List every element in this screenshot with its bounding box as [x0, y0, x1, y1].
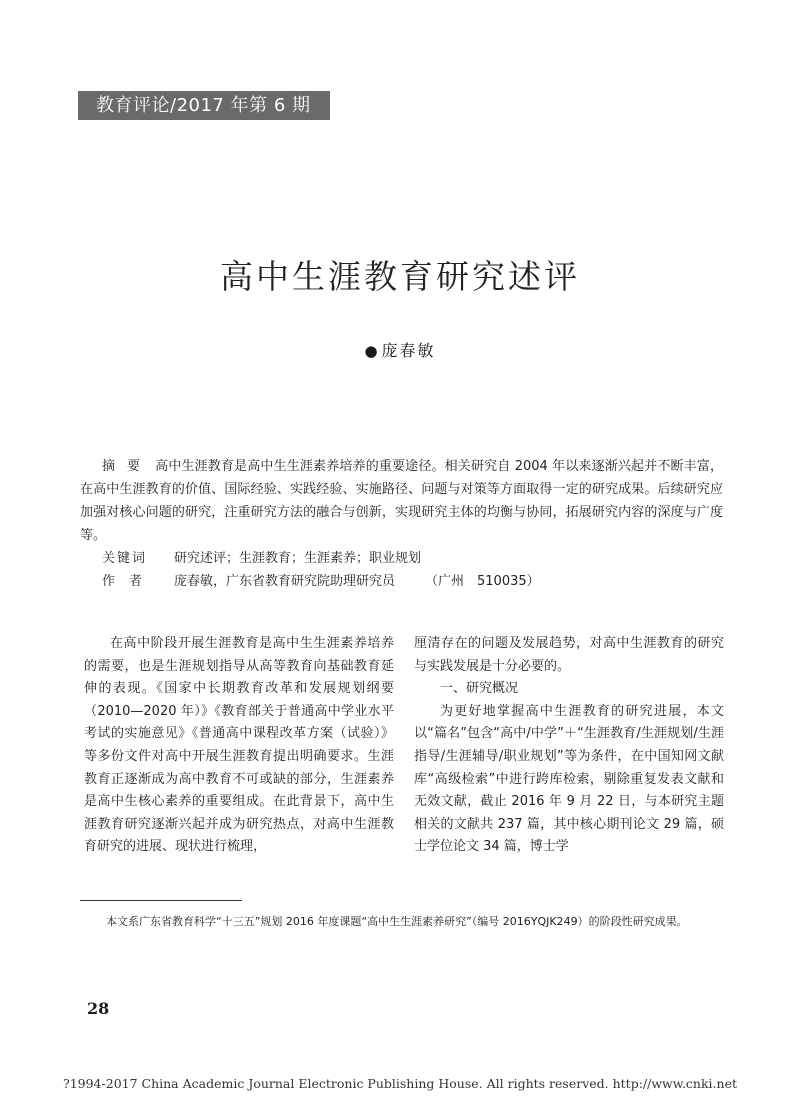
footnote: [84, 912, 724, 931]
keywords-text: 研究述评；生涯教育；生涯素养；职业规划: [174, 551, 422, 566]
body-paragraph-continuation: 厘清存在的问题及发展趋势，对高中生涯教育的研究与实践发展是十分必要的。: [414, 636, 724, 674]
page-number: 28: [87, 999, 110, 1018]
body-left-column: [84, 633, 394, 859]
journal-issue-header: [78, 91, 330, 120]
author-info-line: [80, 570, 723, 593]
author-location: （广州 510035）: [425, 574, 540, 589]
keywords-line: [80, 547, 723, 570]
copyright-line: ?1994-2017 China Academic Journal Electronic Publishing House. All rights reserved. http://www.cnki.net: [63, 1076, 737, 1091]
abstract-block: [80, 455, 723, 593]
author-info-text: 庞春敏，广东省教育研究院助理研究员: [174, 574, 396, 589]
body-paragraph: 为更好地掌握高中生涯教育的研究进展，本文以“篇名”包含“高中/中学”＋“生涯教育/生涯规划/生涯指导/生涯辅导/职业规划”等为条件，在中国知网文献库“高级检索”中进行跨库检索，剔除重复发表文献和无效文献，截止 2016 年 9 月 22 日，与本研究主题相关的文献共 237 篇，其中核心期刊论文 29 篇，硕士学位论文 34 篇，博士学: [414, 703, 724, 855]
author-info-label: 作者: [102, 574, 157, 589]
body-paragraph: 在高中阶段开展生涯教育是高中生生涯素养培养的需要，也是生涯规划指导从高等教育向基础教育延伸的表现。《国家中长期教育改革和发展规划纲要（2010—2020 年）》《教育部关于普通高中学业水平考试的实施意见》《普通高中课程改革方案（试验）》等多份文件对高中开展生涯教育提出明确要求。生涯教育正逐渐成为高中教育不可或缺的部分，生涯素养是高中生核心素养的重要组成。在此背景下，高中生涯教育研究逐渐兴起并成为研究热点，对高中生涯教育研究的进展、现状进行梳理，: [84, 636, 394, 855]
article-title: 高中生涯教育研究述评: [220, 257, 580, 296]
author-line: [0, 338, 800, 361]
footnote-text: 本文系广东省教育科学“十三五”规划 2016 年度课题“高中生生涯素养研究”（编号 2016YQJK249）的阶段性研究成果。: [106, 915, 688, 928]
section-heading: 一、研究概况: [440, 681, 519, 697]
author-name: 庞春敏: [381, 341, 436, 360]
keywords-label: 关键词: [102, 551, 148, 566]
abstract-text: 高中生涯教育是高中生生涯素养培养的重要途径。相关研究自 2004 年以来逐渐兴起并不断丰富，在高中生涯教育的价值、国际经验、实践经验、实施路径、问题与对策等方面取得一定的研究成果。后续研究应加强对核心问题的研究，注重研究方法的融合与创新，实现研究主体的均衡与协同，拓展研究内容的深度与广度等。: [80, 459, 723, 543]
author-bullet-icon: ●: [364, 342, 380, 360]
body-right-column: [414, 633, 724, 859]
abstract-paragraph: [80, 455, 723, 547]
journal-issue-text: 教育评论/2017 年第 6 期: [96, 95, 311, 116]
abstract-label: 摘要: [102, 459, 153, 474]
footnote-divider: [80, 900, 242, 901]
